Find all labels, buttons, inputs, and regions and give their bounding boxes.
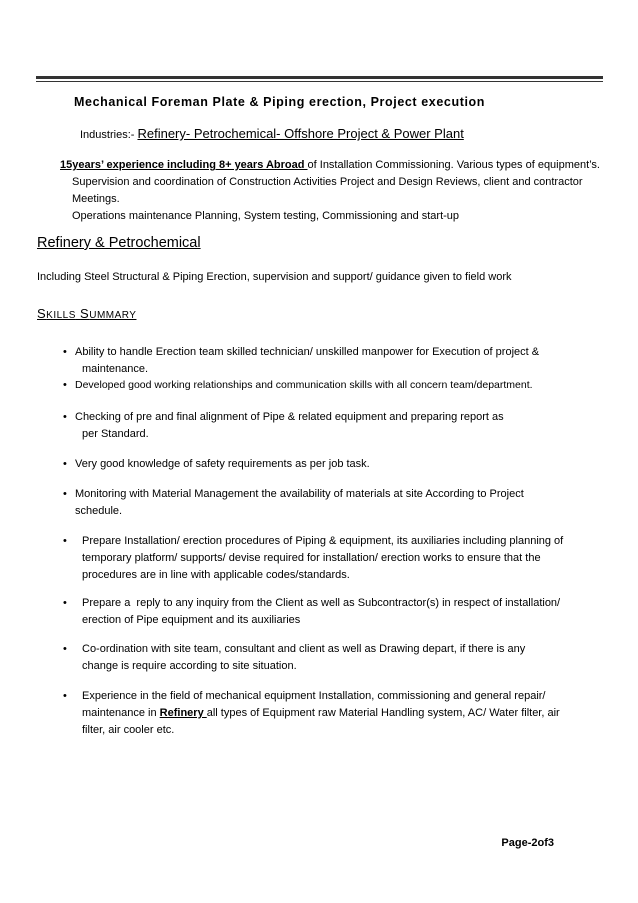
experience-line-1-rest: of Installation Commissioning. Various types of equipment’s. [307,159,600,171]
experience-line-1 [60,157,625,174]
experience-line-3: Meetings. [72,193,120,205]
skill-item-line: erection of Pipe equipment and its auxiliaries [82,614,301,626]
skill-item-line: procedures are in line with applicable codes/standards. [82,569,350,581]
skills-heading-rest: KILLS [46,310,76,321]
skill-item-line: schedule. [75,505,123,517]
resume-title: Mechanical Foreman Plate & Piping erection, Project execution [74,95,486,109]
skills-heading [37,306,136,321]
top-rule-thin [36,81,603,82]
skill-item-line: Very good knowledge of safety requirements as per job task. [75,458,370,470]
bullet-icon: • [63,488,67,500]
bullet-icon: • [63,643,67,655]
skill-item-text: all types of Equipment raw Material Handling system, AC/ Water filter, air [206,707,560,719]
bullet-icon: • [63,690,67,702]
bullet-icon: • [63,379,67,391]
skill-item-line: Checking of pre and final alignment of Pipe & related equipment and preparing report as [75,411,504,423]
bullet-icon: • [63,597,67,609]
bullet-icon: • [63,535,67,547]
experience-line-2: Supervision and coordination of Construction Activities Project and Design Reviews, client and contractor [72,176,583,188]
skills-heading-initial: S [37,306,47,321]
skill-item-line: Co-ordination with site team, consultant and client as well as Drawing depart, if there is any [82,643,526,655]
industries-value: Refinery- Petrochemical- Offshore Project & Power Plant [137,126,464,141]
skill-item-line: Developed good working relationships and communication skills with all concern team/department. [75,379,533,391]
skill-item-line: change is require according to site situation. [82,660,297,672]
section-intro: Including Steel Structural & Piping Erection, supervision and support/ guidance given to field work [37,271,512,283]
industries-line [80,126,464,141]
skill-item-line [82,705,560,722]
skill-item-line: maintenance. [82,363,149,375]
skill-item-line: Ability to handle Erection team skilled technician/ unskilled manpower for Execution of project & [75,346,540,358]
experience-summary [60,157,625,225]
skill-item-line: Experience in the field of mechanical equipment Installation, commissioning and general repair/ [82,690,546,702]
skill-item-line: filter, air cooler etc. [82,724,175,736]
refinery-emphasis: Refinery [159,707,207,719]
summary-heading-rest: UMMARY [89,310,137,321]
experience-line-4: Operations maintenance Planning, System testing, Commissioning and start-up [72,210,460,222]
summary-heading-initial: S [80,306,90,321]
section-title: Refinery & Petrochemical [37,235,201,251]
skill-item-line: Prepare Installation/ erection procedures of Piping & equipment, its auxiliaries including planning of [82,535,564,547]
skill-item-line: per Standard. [82,428,149,440]
industries-label: Industries:- [80,129,138,141]
skill-item-line: Prepare a reply to any inquiry from the Client as well as Subcontractor(s) in respect of installation/ [82,597,561,609]
skill-item-text: maintenance in [82,707,160,719]
bullet-icon: • [63,458,67,470]
top-rule-thick [36,76,603,79]
bullet-icon: • [63,411,67,423]
skill-item-line: Monitoring with Material Management the availability of materials at site According to Project [75,488,524,500]
skill-item-line: temporary platform/ supports/ devise required for installation/ erection works to ensure that the [82,552,541,564]
page-number: Page-2of3 [501,837,554,849]
bullet-icon: • [63,346,67,358]
experience-lead: 15years’ experience including 8+ years Abroad [60,159,308,171]
